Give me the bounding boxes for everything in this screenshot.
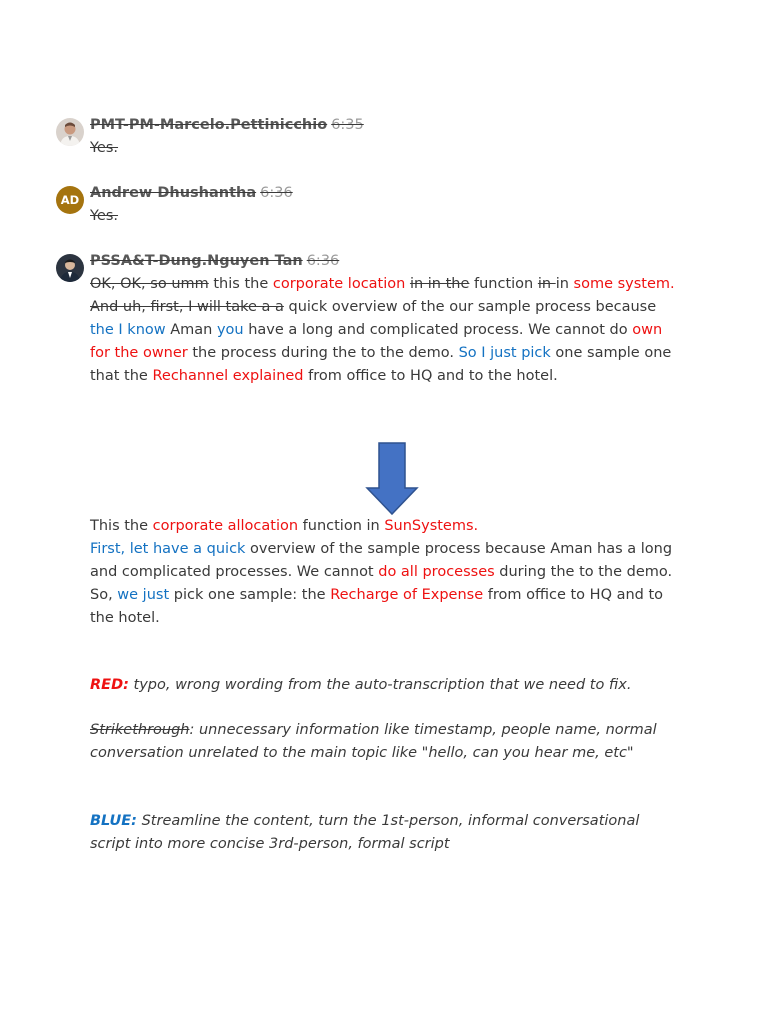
paragraph — [90, 538, 680, 630]
message-content — [90, 205, 676, 228]
message-header — [90, 182, 676, 205]
text-run-red: Recharge of Expense — [330, 587, 484, 603]
legend-red-text: typo, wrong wording from the auto-transcription that we need to fix. — [128, 677, 632, 693]
text-run: Aman — [165, 322, 217, 338]
photo-man-light-shirt-icon — [56, 118, 84, 146]
text-run-strike: OK, OK, so umm — [90, 276, 209, 292]
text-run-blue: we just — [117, 587, 170, 603]
text-run-red: corporate location — [272, 276, 406, 292]
legend-strike-key: Strikethrough — [90, 722, 190, 738]
timestamp: 6:36 — [260, 185, 293, 201]
text-run-red: do all processes — [378, 564, 495, 580]
message-content — [90, 273, 676, 388]
legend-blue — [90, 810, 680, 856]
avatar[interactable] — [56, 186, 84, 214]
text-run-blue: So I just pick — [458, 345, 551, 361]
message-header — [90, 250, 676, 273]
avatar[interactable] — [56, 118, 84, 146]
text-run: one sample one that the — [90, 345, 672, 384]
message-1 — [56, 114, 676, 160]
text-run: from office to HQ and to the hotel. — [90, 587, 664, 626]
text-run-blue: First, let have a quick — [90, 541, 246, 557]
text-run-red: SunSystems. — [384, 518, 479, 534]
message-2 — [56, 182, 676, 228]
message-3 — [56, 250, 676, 388]
sender-name: PMT-PM-Marcelo.Pettinicchio — [90, 117, 328, 133]
timestamp: 6:36 — [306, 253, 340, 269]
avatar-initials: AD — [60, 193, 80, 207]
paragraph — [90, 205, 676, 228]
text-run: during the to the demo. So, — [90, 564, 673, 603]
timestamp: 6:35 — [331, 117, 364, 133]
text-run-red: Rechannel explained — [152, 368, 304, 384]
legend-blue-key: BLUE: — [90, 813, 137, 829]
photo-man-dark-suit-icon — [56, 254, 84, 282]
text-run-red: corporate allocation — [152, 518, 299, 534]
text-run: have a long and complicated process. We cannot do — [243, 322, 633, 338]
text-run-red: own for the owner — [90, 322, 663, 361]
paragraph — [90, 273, 676, 296]
rewritten-text — [90, 515, 680, 630]
text-run-red: some system. — [573, 276, 675, 292]
message-content — [90, 137, 676, 160]
text-run: this the — [208, 276, 273, 292]
text-run-blue: the I know — [90, 322, 166, 338]
text-run: quick overview of the our sample process because — [283, 299, 657, 315]
legend-blue-text: Streamline the content, turn the 1st-person, informal conversational script into more concise 3rd-person, formal script — [90, 813, 640, 852]
text-run-blue: you — [216, 322, 244, 338]
text-run: overview of the sample process because Aman has a long and complicated processes. We cannot — [90, 541, 673, 580]
sender-name: PSSA&T-Dung.Nguyen Tan — [90, 253, 303, 269]
legend-red-key: RED: — [90, 677, 129, 693]
down-arrow-icon — [365, 442, 419, 516]
text-run: function in — [298, 518, 385, 534]
paragraph — [90, 515, 680, 538]
legend-strikethrough — [90, 719, 680, 765]
text-run: pick one sample: the — [169, 587, 331, 603]
text-run-strike: Yes. — [90, 140, 119, 156]
text-run: This the — [90, 518, 153, 534]
text-run: in — [555, 276, 574, 292]
text-run-strike: in — [537, 276, 556, 292]
text-run: function — [469, 276, 538, 292]
paragraph — [90, 296, 676, 388]
text-run-strike: in in the — [409, 276, 470, 292]
legend-red — [90, 674, 680, 697]
paragraph — [90, 137, 676, 160]
legend-strike-text: : unnecessary information like timestamp, people name, normal conversation unrelated to the main topic like "hello, can you hear me, etc" — [90, 722, 657, 761]
text-run-strike: And uh, first, I will take a a — [90, 299, 284, 315]
text-run-strike: Yes. — [90, 208, 119, 224]
avatar[interactable] — [56, 254, 84, 282]
text-run: the process during the to the demo. — [187, 345, 459, 361]
message-header — [90, 114, 676, 137]
text-run: from office to HQ and to the hotel. — [303, 368, 558, 384]
sender-name: Andrew Dhushantha — [90, 185, 257, 201]
